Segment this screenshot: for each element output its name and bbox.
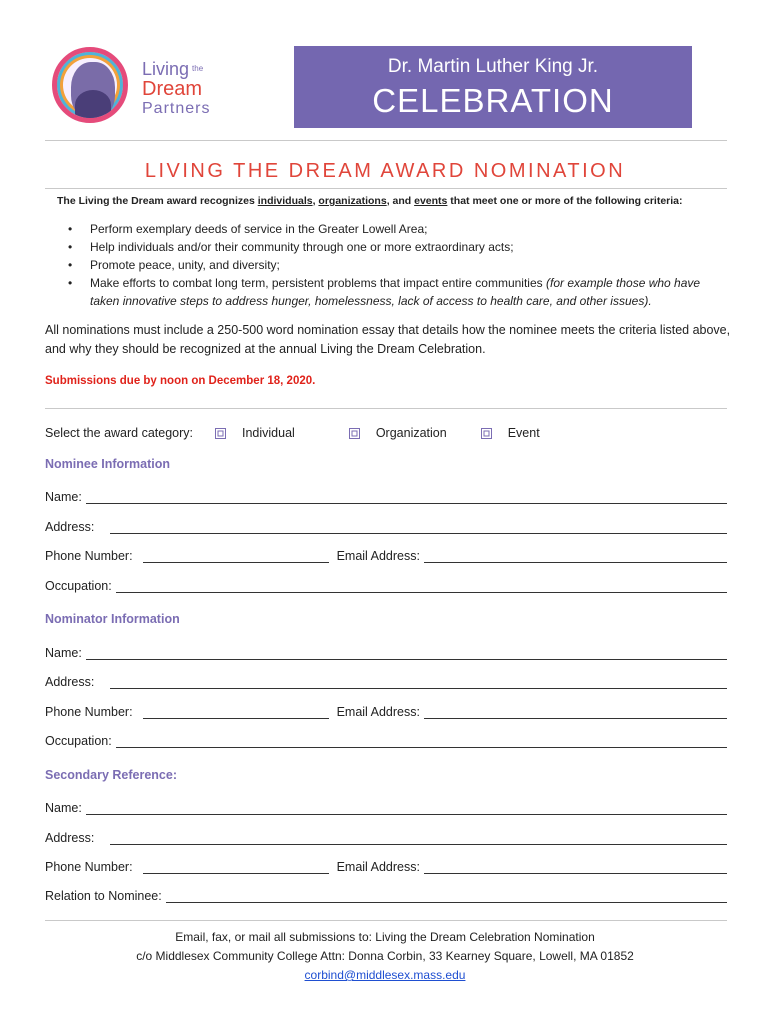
nominator-address-row [45,671,727,689]
reference-name-label: Name: [45,801,82,815]
nominee-email-field[interactable] [424,549,727,563]
criteria-item: • Perform exemplary deeds of service in the Greater Lowell Area; [68,220,728,238]
nominee-occupation-field[interactable] [116,579,727,593]
logo-line1-sup: the [192,64,204,73]
divider [45,140,727,141]
nominee-email-label: Email Address: [336,549,420,563]
award-category [45,426,540,440]
nominee-phone-field[interactable] [143,549,329,563]
divider [45,920,727,921]
category-option-individual[interactable]: Individual [215,426,295,440]
banner-title: CELEBRATION [372,82,614,119]
criteria-item: • Make efforts to combat long term, persistent problems that impact entire communities (for example those who have taken innovative steps to address hunger, homelessness, lack of access to health care, and other issues). [68,274,728,310]
award-category-label: Select the award category: [45,426,193,440]
checkbox-icon[interactable] [349,428,360,439]
mlk-portrait-icon [52,47,128,123]
due-date-note: Submissions due by noon on December 18, 2020. [45,375,316,387]
reference-phone-field[interactable] [143,860,329,874]
nominee-address-field[interactable] [110,520,727,534]
checkbox-icon[interactable] [481,428,492,439]
reference-contact-row [45,856,727,874]
living-the-dream-logo [50,45,250,135]
celebration-banner [294,46,692,128]
logo-line3: Partners [142,100,211,117]
reference-address-label: Address: [45,831,95,845]
intro-organizations: organizations [318,195,387,207]
intro-events: events [414,195,448,207]
reference-phone-label: Phone Number: [45,860,133,874]
nominator-email-label: Email Address: [336,705,420,719]
divider [45,408,727,409]
essay-requirement: All nominations must include a 250-500 word nomination essay that details how the nominee meets the criteria listed above, and why they should be recognized at the annual Living the Dream Celebration. [45,323,731,356]
reference-address-field[interactable] [110,831,727,845]
criteria-examples: (for example those who have taken innovative steps to address hunger, homelessness, lack of access to health care, and other issues). [90,276,701,308]
nominee-address-row [45,516,727,534]
nominator-heading: Nominator Information [45,612,180,626]
divider [45,188,727,189]
reference-name-row [45,797,727,815]
reference-heading: Secondary Reference: [45,768,178,782]
nominee-name-row [45,486,727,504]
nominee-occupation-label: Occupation: [45,579,112,593]
nominator-occupation-row [45,730,727,748]
criteria-list [68,220,728,310]
reference-name-field[interactable] [86,801,727,815]
nominator-contact-row [45,701,727,719]
nominator-address-field[interactable] [110,675,727,689]
category-option-event[interactable]: Event [481,426,540,440]
nominee-name-field[interactable] [86,490,727,504]
intro-text: The Living the Dream award recognizes individuals, organizations, and events that meet one or more of the following criteria: [57,195,683,207]
nominator-name-row [45,642,727,660]
criteria-item: • Help individuals and/or their community through one or more extraordinary acts; [68,238,728,256]
contact-email-link[interactable]: corbind@middlesex.mass.edu [304,968,466,982]
nominator-address-label: Address: [45,675,95,689]
banner-subtitle: Dr. Martin Luther King Jr. [387,56,599,77]
nominator-occupation-label: Occupation: [45,734,112,748]
footer-line2: c/o Middlesex Community College Attn: Donna Corbin, 33 Kearney Square, Lowell, MA 01852 [136,949,634,963]
form-title: LIVING THE DREAM AWARD NOMINATION [144,160,626,182]
reference-relation-label: Relation to Nominee: [45,889,162,903]
criteria-item: • Promote peace, unity, and diversity; [68,256,728,274]
reference-email-field[interactable] [424,860,727,874]
reference-email-label: Email Address: [336,860,420,874]
nominee-contact-row [45,545,727,563]
logo-wordmark [142,59,210,119]
logo-line2: Dream [142,78,203,100]
nominator-name-field[interactable] [86,646,727,660]
nominator-email-field[interactable] [424,705,727,719]
nominee-heading: Nominee Information [45,457,171,471]
nominee-address-label: Address: [45,520,95,534]
logo-line1: Living [142,59,190,79]
footer-line1: Email, fax, or mail all submissions to: Living the Dream Celebration Nomination [175,930,595,944]
nominee-phone-label: Phone Number: [45,549,133,563]
nominee-name-label: Name: [45,490,82,504]
nominator-phone-field[interactable] [143,705,329,719]
nominator-phone-label: Phone Number: [45,705,133,719]
nominator-name-label: Name: [45,646,82,660]
category-option-organization[interactable]: Organization [349,426,447,440]
nominator-occupation-field[interactable] [116,734,727,748]
reference-relation-field[interactable] [166,889,727,903]
checkbox-icon[interactable] [215,428,226,439]
submission-footer [0,928,770,985]
intro-individuals: individuals [257,195,313,207]
reference-address-row [45,827,727,845]
reference-relation-row [45,885,727,903]
nominee-occupation-row [45,575,727,593]
